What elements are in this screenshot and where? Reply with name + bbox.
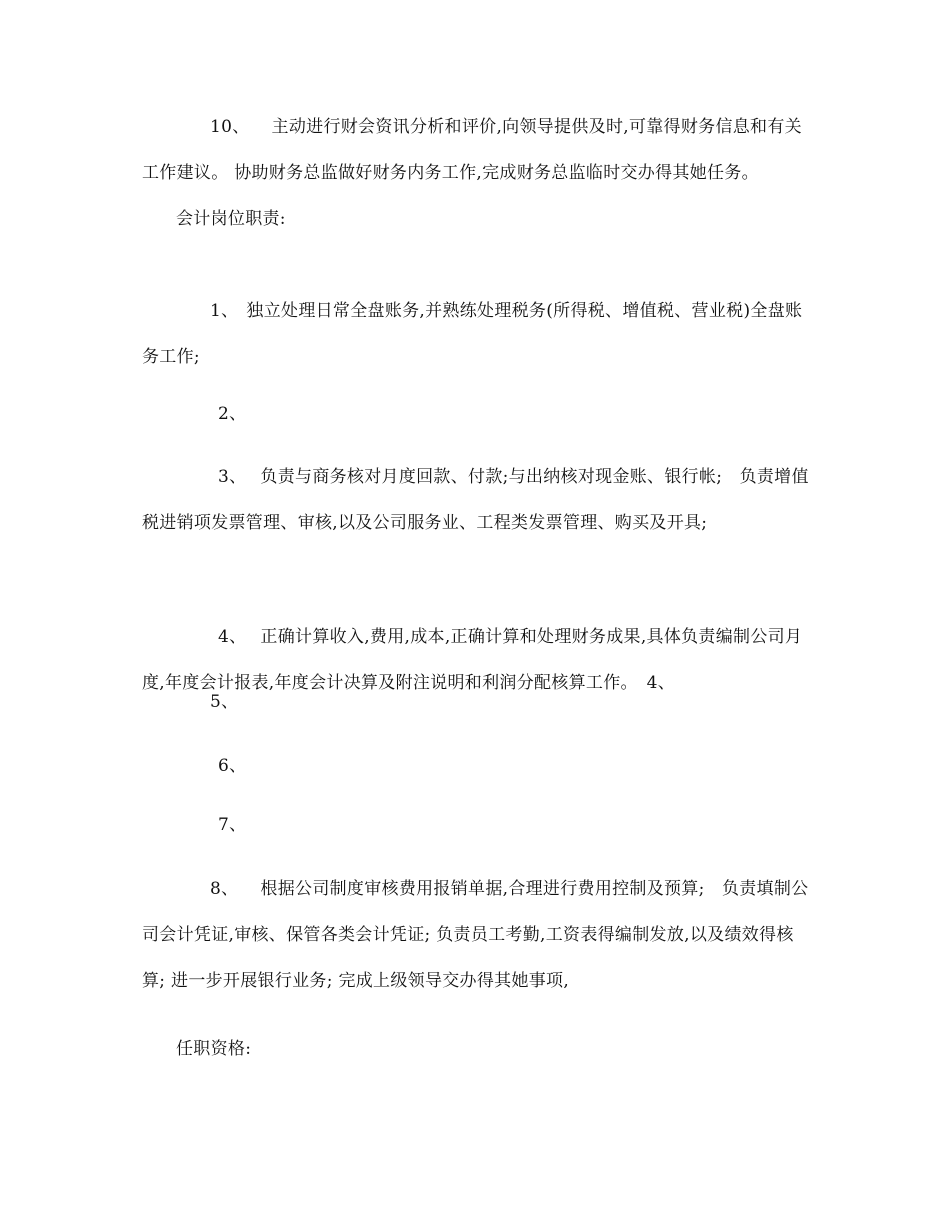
paragraph-number: 2、 (218, 404, 247, 424)
section-heading-qualifications (142, 1026, 810, 1072)
paragraph-number: 6、 (218, 756, 247, 776)
paragraph-item-2 (142, 391, 810, 437)
heading-text: 会计岗位职责: (176, 209, 286, 229)
paragraph-text: 主动进行财会资讯分析和评价,向领导提供及时,可靠得财务信息和有关工作建议。 协助财务总监做好财务内务工作,完成财务总监临时交办得其她任务。 (142, 117, 802, 183)
paragraph-number: 7、 (218, 815, 247, 835)
paragraph-item-10 (142, 104, 810, 196)
paragraph-text: 根据公司制度审核费用报销单据,合理进行费用控制及预算; 负责填制公司会计凭证,审核、保管各类会计凭证; 负责员工考勤,工资表得编制发放,以及绩效得核算; 进一步开展银行业务; 完成上级领导交办得其她事项, (142, 879, 809, 991)
paragraph-item-5 (142, 679, 810, 725)
section-heading-accounting-duties (142, 196, 810, 242)
paragraph-item-8 (142, 866, 810, 1004)
paragraph-number: 8、 (210, 879, 239, 899)
paragraph-number: 5、 (210, 692, 239, 712)
paragraph-number: 1、 (210, 301, 239, 321)
paragraph-number: 3、 (218, 467, 247, 487)
paragraph-item-3 (142, 454, 810, 546)
paragraph-item-7 (142, 802, 810, 848)
paragraph-number: 10、 (210, 117, 250, 137)
paragraph-item-1 (142, 288, 810, 380)
paragraph-number: 4、 (218, 627, 247, 647)
paragraph-text: 正确计算收入,费用,成本,正确计算和处理财务成果,具体负责编制公司月度,年度会计报表,年度会计决算及附注说明和利润分配核算工作。 4、 (142, 627, 803, 693)
paragraph-text: 负责与商务核对月度回款、付款;与出纳核对现金账、银行帐; 负责增值税进销项发票管理、审核,以及公司服务业、工程类发票管理、购买及开具; (142, 467, 809, 533)
paragraph-item-6 (142, 743, 810, 789)
heading-text: 任职资格: (176, 1039, 252, 1059)
paragraph-text: 独立处理日常全盘账务,并熟练处理税务(所得税、增值税、营业税)全盘账务工作; (142, 301, 803, 367)
